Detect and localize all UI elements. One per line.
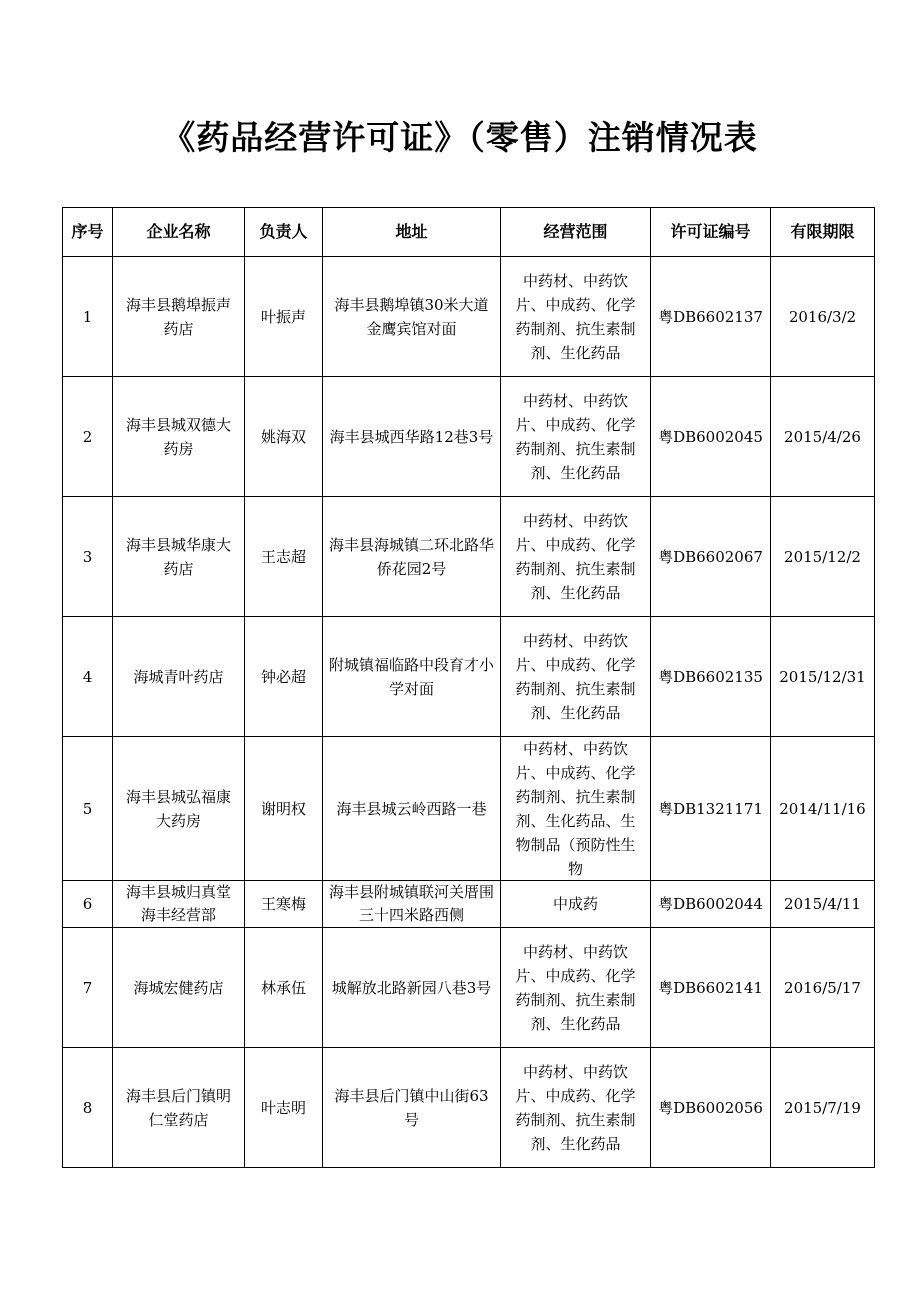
table-row <box>63 377 875 497</box>
business-scope-text: 中成药 <box>552 894 598 913</box>
business-scope-text: 中药材、中药饮片、中成药、化学药制剂、抗生素制剂、生化药品 <box>515 391 636 482</box>
cell-validity-period: 2015/12/31 <box>771 617 875 737</box>
cell-address: 海丰县海城镇二环北路华侨花园2号 <box>323 497 501 617</box>
cell-responsible-person: 钟必超 <box>245 617 323 737</box>
cell-license-number: 粤DB6002056 <box>651 1048 771 1168</box>
business-scope-text: 中药材、中药饮片、中成药、化学药制剂、抗生素制剂、生化药品 <box>515 1062 636 1153</box>
cell-serial-number: 2 <box>63 377 113 497</box>
cell-validity-period: 2015/4/11 <box>771 881 875 928</box>
cell-responsible-person: 林承伍 <box>245 928 323 1048</box>
cell-address: 城解放北路新园八巷3号 <box>323 928 501 1048</box>
table-header-row <box>63 208 875 257</box>
cell-serial-number: 1 <box>63 257 113 377</box>
business-scope-text: 中药材、中药饮片、中成药、化学药制剂、抗生素制剂、生化药品 <box>515 271 636 362</box>
table-row <box>63 881 875 928</box>
cell-license-number: 粤DB6002045 <box>651 377 771 497</box>
cell-business-scope <box>501 1048 651 1168</box>
cell-responsible-person: 王志超 <box>245 497 323 617</box>
cell-business-scope <box>501 497 651 617</box>
cell-serial-number: 6 <box>63 881 113 928</box>
cell-validity-period: 2015/7/19 <box>771 1048 875 1168</box>
table-row <box>63 1048 875 1168</box>
permit-cancellation-table <box>62 207 875 1168</box>
cell-business-scope <box>501 737 651 881</box>
table-row <box>63 257 875 377</box>
cell-company-name: 海丰县后门镇明仁堂药店 <box>113 1048 245 1168</box>
cell-validity-period: 2015/12/2 <box>771 497 875 617</box>
cell-serial-number: 7 <box>63 928 113 1048</box>
cell-address: 海丰县后门镇中山街63号 <box>323 1048 501 1168</box>
cell-serial-number: 4 <box>63 617 113 737</box>
business-scope-text: 中药材、中药饮片、中成药、化学药制剂、抗生素制剂、生化药品 <box>515 631 636 722</box>
cell-address: 海丰县城西华路12巷3号 <box>323 377 501 497</box>
cell-company-name: 海丰县城华康大药店 <box>113 497 245 617</box>
cell-validity-period: 2014/11/16 <box>771 737 875 881</box>
cell-address: 海丰县城云岭西路一巷 <box>323 737 501 881</box>
business-scope-text: 中药材、中药饮片、中成药、化学药制剂、抗生素制剂、生化药品 <box>515 511 636 602</box>
cell-license-number: 粤DB1321171 <box>651 737 771 881</box>
cell-validity-period: 2016/5/17 <box>771 928 875 1048</box>
business-scope-text: 中药材、中药饮片、中成药、化学药制剂、抗生素制剂、生化药品 <box>515 942 636 1033</box>
header-validity-period: 有限期限 <box>771 208 875 257</box>
business-scope-text: 中药材、中药饮片、中成药、化学药制剂、抗生素制剂、生化药品、生物制品（预防性生物 <box>515 740 636 878</box>
cell-business-scope <box>501 881 651 928</box>
table-row <box>63 928 875 1048</box>
header-license-number: 许可证编号 <box>651 208 771 257</box>
cell-address: 海丰县附城镇联河关厝围三十四米路西侧 <box>323 881 501 928</box>
cell-serial-number: 5 <box>63 737 113 881</box>
table-row <box>63 737 875 881</box>
cell-serial-number: 8 <box>63 1048 113 1168</box>
cell-company-name: 海丰县鹅埠振声药店 <box>113 257 245 377</box>
header-serial-number: 序号 <box>63 208 113 257</box>
cell-responsible-person: 姚海双 <box>245 377 323 497</box>
header-address: 地址 <box>323 208 501 257</box>
header-responsible-person: 负责人 <box>245 208 323 257</box>
cell-responsible-person: 谢明权 <box>245 737 323 881</box>
cell-company-name: 海城青叶药店 <box>113 617 245 737</box>
cell-company-name: 海城宏健药店 <box>113 928 245 1048</box>
page-title: 《药品经营许可证》（零售）注销情况表 <box>162 118 758 157</box>
cell-responsible-person: 叶志明 <box>245 1048 323 1168</box>
cell-serial-number: 3 <box>63 497 113 617</box>
cell-address: 海丰县鹅埠镇30米大道金鹰宾馆对面 <box>323 257 501 377</box>
cell-license-number: 粤DB6002044 <box>651 881 771 928</box>
cell-license-number: 粤DB6602135 <box>651 617 771 737</box>
cell-company-name: 海丰县城弘福康大药房 <box>113 737 245 881</box>
cell-validity-period: 2015/4/26 <box>771 377 875 497</box>
cell-license-number: 粤DB6602141 <box>651 928 771 1048</box>
cell-address: 附城镇福临路中段育才小学对面 <box>323 617 501 737</box>
cell-license-number: 粤DB6602137 <box>651 257 771 377</box>
cell-business-scope <box>501 377 651 497</box>
cell-company-name: 海丰县城归真堂海丰经营部 <box>113 881 245 928</box>
cell-responsible-person: 王寒梅 <box>245 881 323 928</box>
cell-business-scope <box>501 928 651 1048</box>
header-company-name: 企业名称 <box>113 208 245 257</box>
cell-business-scope <box>501 257 651 377</box>
table-row <box>63 497 875 617</box>
header-business-scope: 经营范围 <box>501 208 651 257</box>
cell-responsible-person: 叶振声 <box>245 257 323 377</box>
cell-license-number: 粤DB6602067 <box>651 497 771 617</box>
cell-company-name: 海丰县城双德大药房 <box>113 377 245 497</box>
cell-validity-period: 2016/3/2 <box>771 257 875 377</box>
cell-business-scope <box>501 617 651 737</box>
table-row <box>63 617 875 737</box>
